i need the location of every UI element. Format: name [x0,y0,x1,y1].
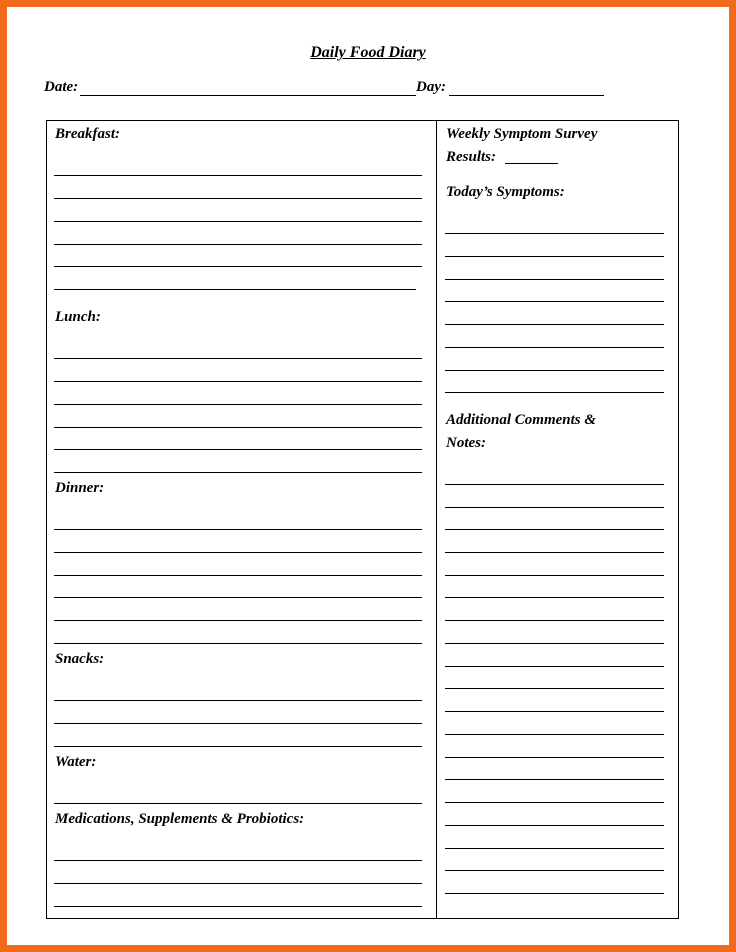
symptoms-line[interactable] [445,392,664,393]
notes-line[interactable] [445,575,664,576]
notes-line[interactable] [445,870,664,871]
symptoms-line[interactable] [445,279,664,280]
lunch-line[interactable] [54,381,422,382]
notes-line[interactable] [445,484,664,485]
notes-line[interactable] [445,529,664,530]
survey-results-label: Results: [446,149,497,165]
notes-line[interactable] [445,620,664,621]
snacks-line[interactable] [54,746,422,747]
dinner-line[interactable] [54,620,422,621]
symptoms-line[interactable] [445,233,664,234]
symptoms-line[interactable] [445,347,664,348]
symptoms-label: Today’s Symptoms: [446,184,565,200]
notes-line[interactable] [445,848,664,849]
dinner-line[interactable] [54,597,422,598]
notes-line[interactable] [445,688,664,689]
survey-results-field[interactable] [505,163,558,164]
column-divider [436,120,437,919]
dinner-line[interactable] [54,575,422,576]
breakfast-line[interactable] [54,244,422,245]
water-line[interactable] [54,803,422,804]
breakfast-line[interactable] [54,266,422,267]
day-field[interactable] [449,95,604,96]
notes-label: Notes: [446,435,486,451]
lunch-line[interactable] [54,404,422,405]
notes-line[interactable] [445,893,664,894]
comments-label: Additional Comments & [446,412,597,428]
lunch-line[interactable] [54,449,422,450]
dinner-line[interactable] [54,643,422,644]
water-label: Water: [55,754,97,770]
symptoms-line[interactable] [445,370,664,371]
notes-line[interactable] [445,597,664,598]
lunch-label: Lunch: [55,309,101,325]
notes-line[interactable] [445,779,664,780]
diary-table [46,120,679,919]
symptoms-line[interactable] [445,256,664,257]
breakfast-line[interactable] [54,198,422,199]
date-label: Date: [44,79,79,95]
date-field[interactable] [80,95,416,96]
medications-line[interactable] [54,906,422,907]
lunch-line[interactable] [54,427,422,428]
dinner-line[interactable] [54,552,422,553]
breakfast-line[interactable] [54,289,416,290]
notes-line[interactable] [445,711,664,712]
survey-label: Weekly Symptom Survey [446,126,598,142]
snacks-line[interactable] [54,723,422,724]
lunch-line[interactable] [54,472,422,473]
day-label: Day: [416,79,446,95]
breakfast-label: Breakfast: [55,126,120,142]
symptoms-line[interactable] [445,324,664,325]
notes-line[interactable] [445,802,664,803]
lunch-line[interactable] [54,358,422,359]
notes-line[interactable] [445,757,664,758]
breakfast-line[interactable] [54,175,422,176]
notes-line[interactable] [445,552,664,553]
snacks-line[interactable] [54,700,422,701]
medications-label: Medications, Supplements & Probiotics: [55,811,305,827]
notes-line[interactable] [445,825,664,826]
medications-line[interactable] [54,860,422,861]
notes-line[interactable] [445,734,664,735]
dinner-line[interactable] [54,529,422,530]
notes-line[interactable] [445,507,664,508]
breakfast-line[interactable] [54,221,422,222]
snacks-label: Snacks: [55,651,105,667]
page-title: Daily Food Diary [310,44,426,61]
notes-line[interactable] [445,666,664,667]
notes-line[interactable] [445,643,664,644]
dinner-label: Dinner: [55,480,105,496]
medications-line[interactable] [54,883,422,884]
symptoms-line[interactable] [445,301,664,302]
